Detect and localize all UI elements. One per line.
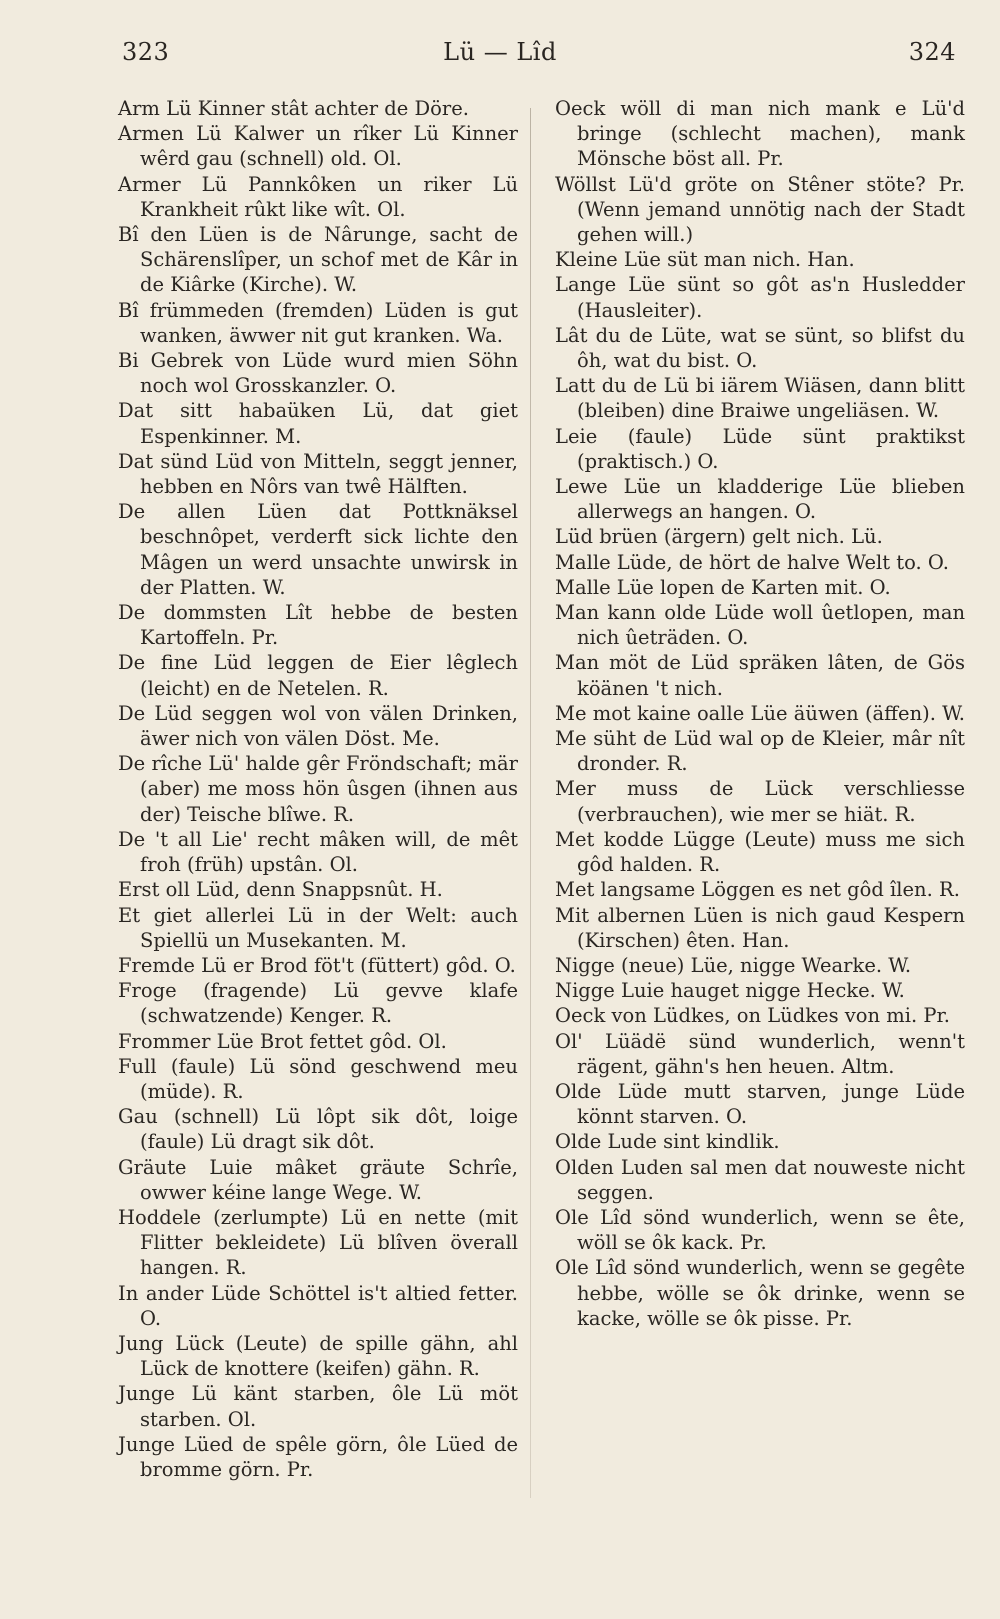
proverb-entry: Oeck wöll di man nich mank e Lü'd bringe (schlecht machen), mank Mönsche böst all. Pr.: [555, 97, 965, 171]
proverb-entry: De Lüd seggen wol von välen Drinken, äwer nich von välen Döst. Me.: [118, 701, 518, 751]
running-head: Lü — Lîd: [443, 38, 557, 66]
proverb-entry: Et giet allerlei Lü in der Welt: auch Spiellü un Musekanten. M.: [118, 903, 518, 952]
proverb-entry: Gräute Luie mâket gräute Schrîe, owwer kéine lange Wege. W.: [118, 1155, 518, 1204]
proverb-entry: Me mot kaine oalle Lüe äüwen (äffen). W.: [555, 701, 965, 725]
proverb-entry: De dommsten Lît hebbe de besten Kartoffeln. Pr.: [118, 601, 518, 650]
proverb-entry: Gau (schnell) Lü lôpt sik dôt, loige (faule) Lü dragt sik dôt.: [118, 1105, 518, 1154]
proverb-entry: Jung Lück (Leute) de spille gähn, ahl Lück de knottere (keifen) gähn. R.: [118, 1331, 518, 1381]
proverb-entry: Hoddele (zerlumpte) Lü en nette (mit Flitter bekleidete) Lü blîven överall hangen. R.: [118, 1205, 518, 1280]
proverb-entry: Bi Gebrek von Lüde wurd mien Söhn noch wol Grosskanzler. O.: [118, 349, 518, 398]
right-column: [555, 96, 965, 1331]
proverb-entry: Ole Lîd sönd wunderlich, wenn se gegête hebbe, wölle se ôk drinke, wenn se kacke, wölle se ôk pisse. Pr.: [555, 1256, 965, 1330]
proverb-entry: Olde Lüde mutt starven, junge Lüde könnt starven. O.: [555, 1079, 965, 1129]
proverb-entry: Malle Lüde, de hört de halve Welt to. O.: [555, 550, 949, 574]
proverb-entry: Bî den Lüen is de Nârunge, sacht de Schärenslîper, un schof met de Kâr in de Kiârke (Kirche). W.: [118, 223, 518, 297]
proverb-entry: Oeck von Lüdkes, on Lüdkes von mi. Pr.: [555, 1004, 950, 1028]
proverb-entry: Olde Lude sint kindlik.: [555, 1130, 780, 1154]
proverb-entry: De fine Lüd leggen de Eier lêglech (leicht) en de Netelen. R.: [118, 651, 518, 700]
proverb-entry: In ander Lüde Schöttel is't altied fetter. O.: [118, 1281, 518, 1330]
proverb-entry: Bî frümmeden (fremden) Lüden is gut wanken, äwwer nit gut kranken. Wa.: [118, 298, 518, 347]
proverb-entry: Fremde Lü er Brod föt't (füttert) gôd. O.: [118, 953, 516, 977]
proverb-entry: Armen Lü Kalwer un rîker Lü Kinner wêrd gau (schnell) old. Ol.: [118, 122, 518, 171]
page-number-left: 323: [122, 38, 170, 66]
proverb-entry: Mer muss de Lück verschliesse (verbrauchen), wie mer se hiät. R.: [555, 777, 965, 826]
proverb-entry: Malle Lüe lopen de Karten mit. O.: [555, 575, 891, 599]
proverb-entry: Met kodde Lügge (Leute) muss me sich gôd halden. R.: [555, 827, 965, 877]
proverb-entry: Latt du de Lü bi iärem Wiäsen, dann blitt (bleiben) dine Braiwe ungeliäsen. W.: [555, 374, 965, 423]
proverb-entry: Lewe Lüe un kladderige Lüe blieben allerwegs an hangen. O.: [555, 475, 965, 524]
proverb-entry: De 't all Lie' recht mâken will, de mêt froh (früh) upstân. Ol.: [118, 827, 518, 877]
proverb-entry: De allen Lüen dat Pottknäksel beschnôpet, verderft sick lichte den Mâgen un werd unsachte unwirsk in der Platten. W.: [118, 500, 518, 599]
proverb-entry: Nigge Luie hauget nigge Hecke. W.: [555, 979, 905, 1003]
proverb-entry: Man möt de Lüd spräken lâten, de Gös köänen 't nich.: [555, 651, 965, 700]
proverb-entry: Wöllst Lü'd gröte on Stêner stöte? Pr. (Wenn jemand unnötig nach der Stadt gehen will.): [555, 172, 965, 247]
proverb-entry: Dat sitt habaüken Lü, dat giet Espenkinner. M.: [118, 399, 518, 448]
proverb-entry: Lât du de Lüte, wat se sünt, so blifst du ôh, wat du bist. O.: [555, 323, 965, 373]
proverb-entry: Nigge (neue) Lüe, nigge Wearke. W.: [555, 953, 912, 977]
proverb-entry: De rîche Lü' halde gêr Fröndschaft; mär (aber) me moss hön ûsgen (ihnen aus der) Teische blîwe. R.: [118, 752, 518, 826]
proverb-entry: Frommer Lüe Brot fettet gôd. Ol.: [118, 1029, 447, 1053]
proverb-entry: Dat sünd Lüd von Mitteln, seggt jenner, hebben en Nôrs van twê Hälften.: [118, 449, 518, 499]
proverb-entry: Armer Lü Pannkôken un riker Lü Krankheit rûkt like wît. Ol.: [118, 172, 518, 221]
proverb-entry: Lange Lüe sünt so gôt as'n Husledder (Hausleiter).: [555, 273, 965, 322]
proverb-entry: Leie (faule) Lüde sünt praktikst (praktisch.) O.: [555, 424, 965, 473]
left-column: [118, 96, 518, 1482]
proverb-entry: Ol' Lüädë sünd wunderlich, wenn't rägent, gähn's hen heuen. Altm.: [555, 1029, 965, 1078]
proverb-entry: Lüd brüen (ärgern) gelt nich. Lü.: [555, 525, 883, 549]
proverb-entry: Junge Lü känt starben, ôle Lü möt starben. Ol.: [118, 1382, 518, 1431]
proverb-entry: Mit albernen Lüen is nich gaud Kespern (Kirschen) êten. Han.: [555, 903, 965, 952]
proverb-entry: Met langsame Löggen es net gôd îlen. R.: [555, 878, 960, 902]
proverb-entry: Man kann olde Lüde woll ûetlopen, man nich ûeträden. O.: [555, 601, 965, 650]
proverb-entry: Erst oll Lüd, denn Snappsnût. H.: [118, 878, 443, 902]
column-divider: [530, 108, 531, 1498]
proverb-entry: Arm Lü Kinner stât achter de Döre.: [118, 97, 469, 120]
proverb-entry: Kleine Lüe süt man nich. Han.: [555, 248, 855, 272]
proverb-entry: Junge Lüed de spêle görn, ôle Lüed de bromme görn. Pr.: [118, 1432, 518, 1481]
page-number-right: 324: [908, 38, 956, 66]
proverb-entry: Olden Luden sal men dat nouweste nicht seggen.: [555, 1155, 965, 1204]
proverb-entry: Ole Lîd sönd wunderlich, wenn se ête, wöll se ôk kack. Pr.: [555, 1205, 965, 1255]
proverb-entry: Froge (fragende) Lü gevve klafe (schwatzende) Kenger. R.: [118, 979, 518, 1028]
proverb-entry: Me süht de Lüd wal op de Kleier, mâr nît dronder. R.: [555, 727, 965, 776]
proverb-entry: Full (faule) Lü sönd geschwend meu (müde). R.: [118, 1054, 518, 1103]
